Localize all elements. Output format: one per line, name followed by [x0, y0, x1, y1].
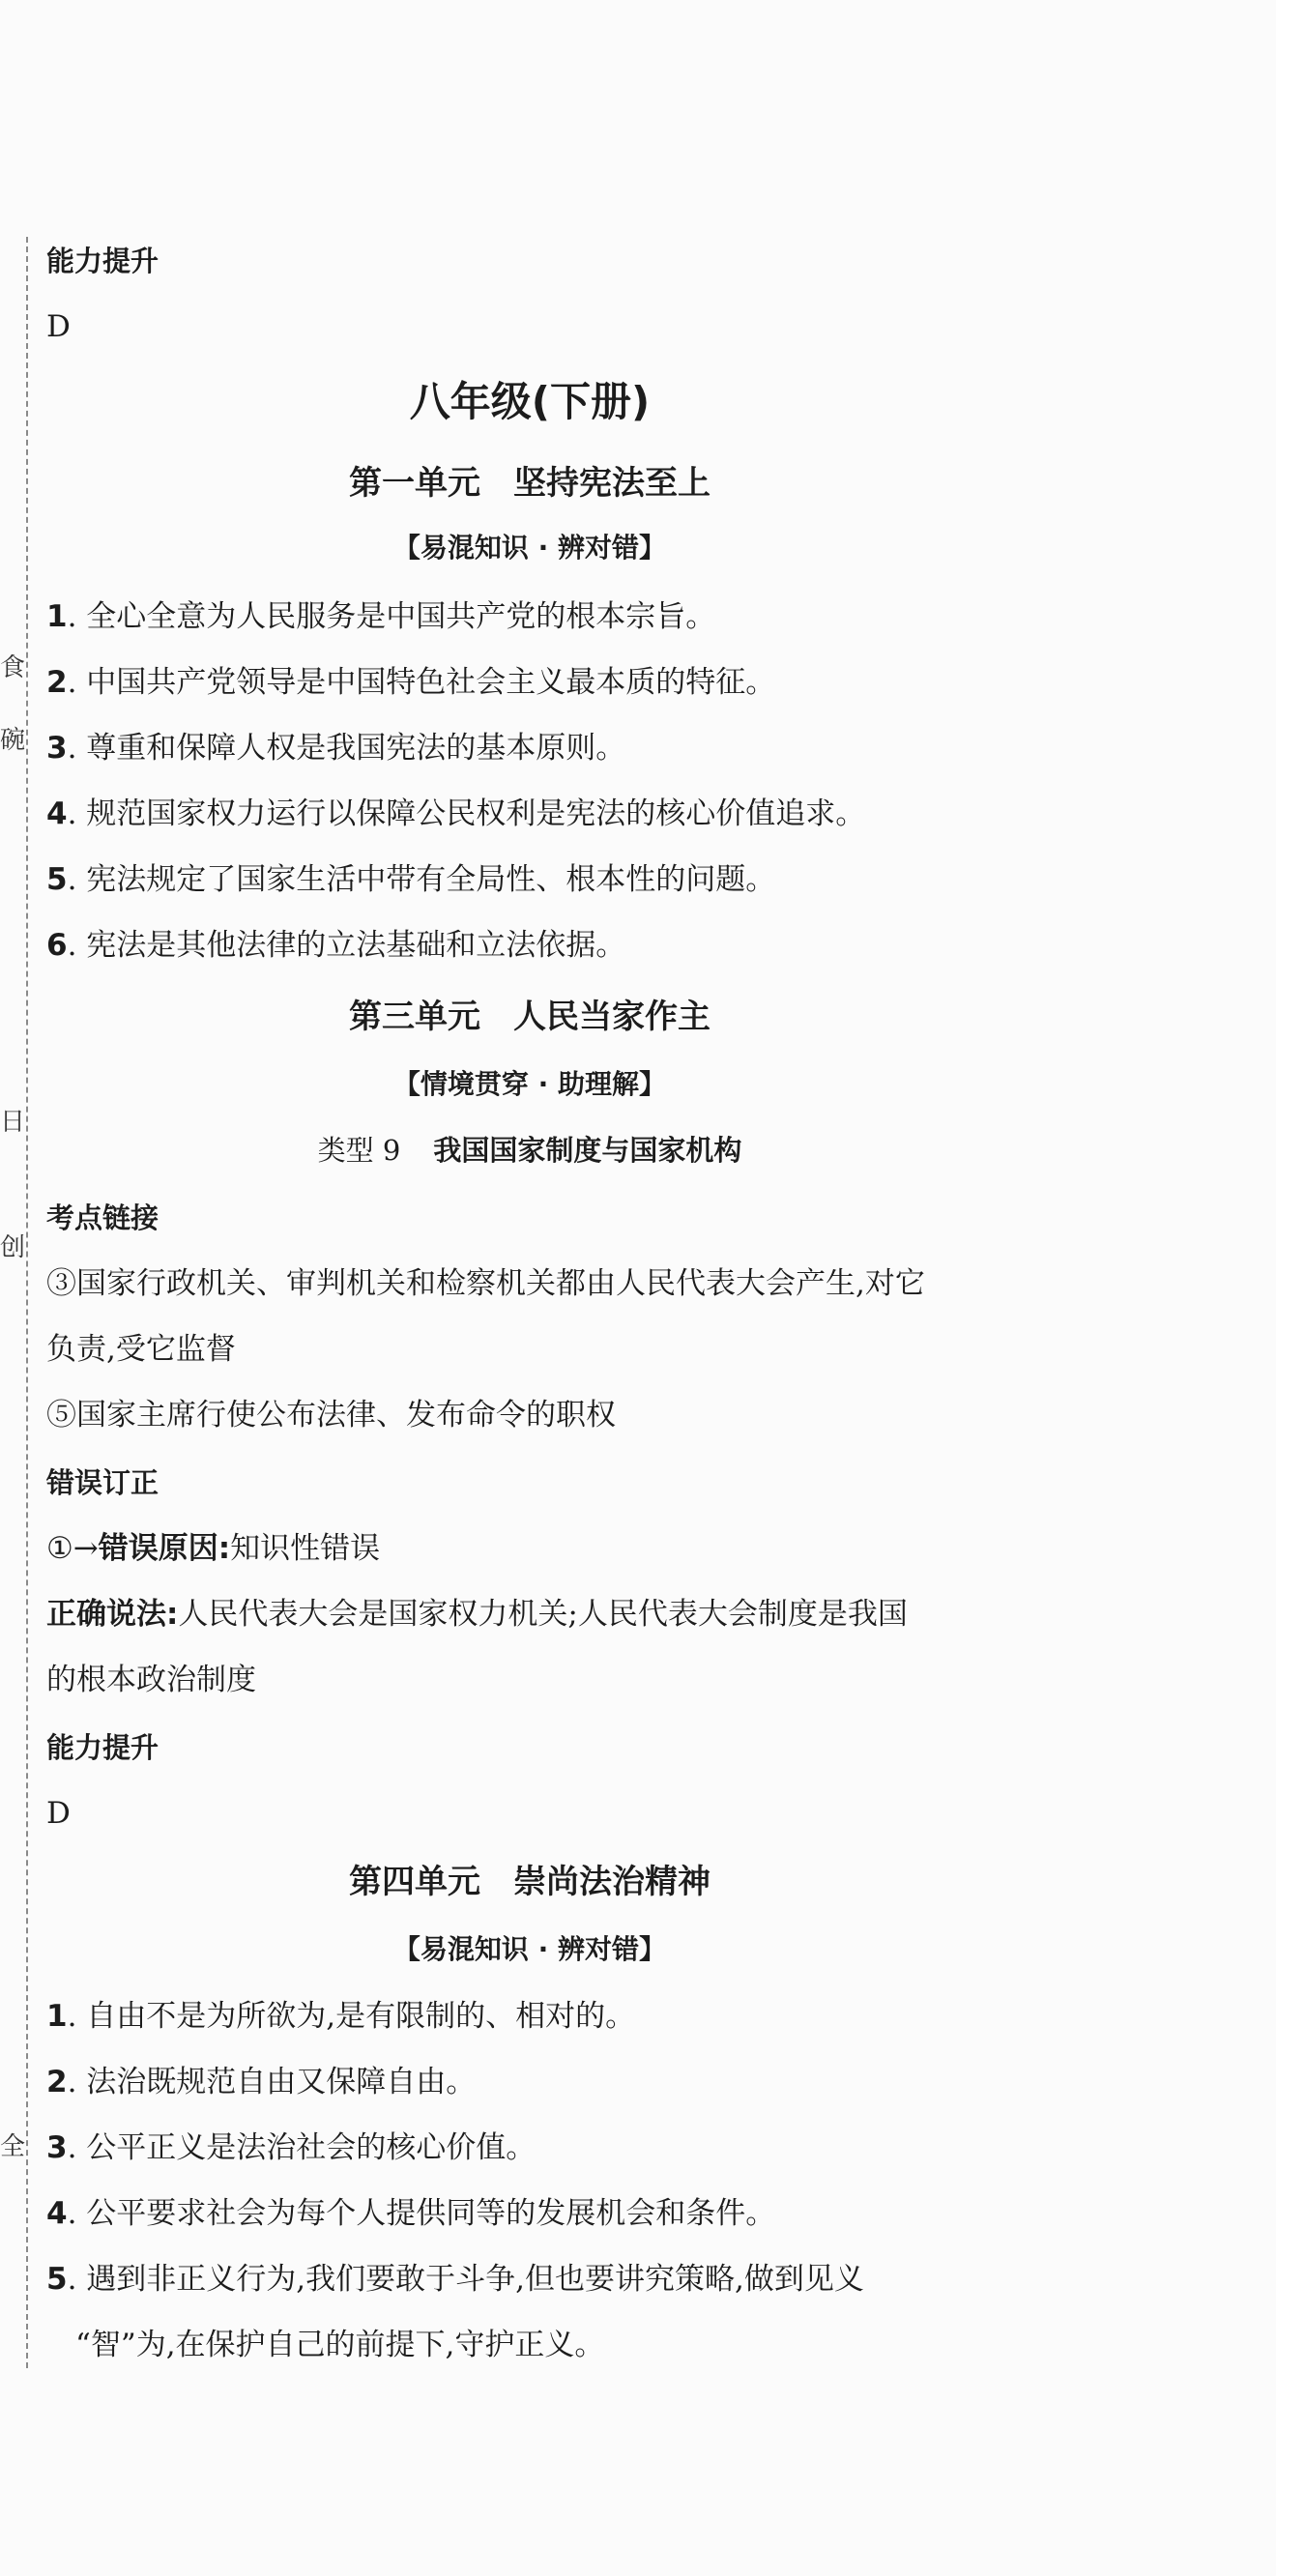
list-item: 3. 公平正义是法治社会的核心价值。	[46, 2130, 536, 2165]
list-item: 6. 宪法是其他法律的立法基础和立法依据。	[46, 928, 626, 963]
unit-name: 坚持宪法至上	[513, 464, 710, 503]
binding-dashed-line	[26, 237, 28, 2368]
unit-name: 人民当家作主	[513, 998, 710, 1036]
text-line: ⑤国家主席行使公布法律、发布命令的职权	[46, 1398, 616, 1433]
unit-name: 崇尚法治精神	[513, 1863, 710, 1901]
text-line: ③国家行政机关、审判机关和检察机关都由人民代表大会产生,对它	[46, 1266, 925, 1301]
answer-value: D	[46, 309, 71, 344]
text-line: 正确说法:人民代表大会是国家权力机关;人民代表大会制度是我国	[46, 1597, 908, 1632]
edge-char: 食	[0, 653, 26, 682]
unit-title	[46, 1861, 1013, 1903]
unit-title	[46, 996, 1013, 1038]
list-item: 4. 规范国家权力运行以保障公民权利是宪法的核心价值追求。	[46, 796, 866, 831]
edge-char: 日	[0, 1108, 26, 1137]
section-heading: 考点链接	[46, 1201, 160, 1234]
answer-value: D	[46, 1796, 71, 1831]
list-item: 4. 公平要求社会为每个人提供同等的发展机会和条件。	[46, 2196, 776, 2231]
unit-title	[46, 462, 1013, 505]
unit-number: 第四单元	[349, 1863, 480, 1901]
list-item: 3. 尊重和保障人权是我国宪法的基本原则。	[46, 731, 626, 766]
section-heading: 能力提升	[46, 245, 160, 277]
list-item: 1. 全心全意为人民服务是中国共产党的根本宗旨。	[46, 599, 716, 634]
subsection-title: 【易混知识 · 辨对错】	[392, 1933, 667, 1965]
edge-char: 碗	[0, 726, 26, 755]
text-line: “智”为,在保护自己的前提下,守护正义。	[75, 2328, 605, 2362]
edge-char: 全	[0, 2132, 26, 2161]
type-name: 我国国家制度与国家机构	[433, 1134, 742, 1167]
list-item: 5. 宪法规定了国家生活中带有全局性、根本性的问题。	[46, 862, 776, 897]
section-heading: 能力提升	[46, 1731, 160, 1764]
list-item: 5. 遇到非正义行为,我们要敢于斗争,但也要讲究策略,做到见义	[46, 2262, 864, 2297]
edge-char: 创	[0, 1233, 26, 1262]
grade-title: 八年级(下册)	[409, 378, 651, 425]
section-heading: 错误订正	[46, 1466, 160, 1499]
type-title	[46, 1131, 1013, 1170]
list-item: 2. 中国共产党领导是中国特色社会主义最本质的特征。	[46, 665, 776, 700]
list-item: 1. 自由不是为所欲为,是有限制的、相对的。	[46, 1999, 636, 2034]
subsection-title: 【易混知识 · 辨对错】	[392, 532, 667, 564]
type-label: 类型 9	[317, 1134, 401, 1167]
subsection-title: 【情境贯穿 · 助理解】	[392, 1068, 667, 1100]
list-item: 2. 法治既规范自由又保障自由。	[46, 2065, 477, 2099]
unit-number: 第三单元	[349, 998, 480, 1036]
text-line: 的根本政治制度	[46, 1663, 256, 1697]
text-line: 负责,受它监督	[46, 1332, 236, 1367]
text-line: ①→错误原因:知识性错误	[46, 1531, 381, 1566]
unit-number: 第一单元	[349, 464, 480, 503]
